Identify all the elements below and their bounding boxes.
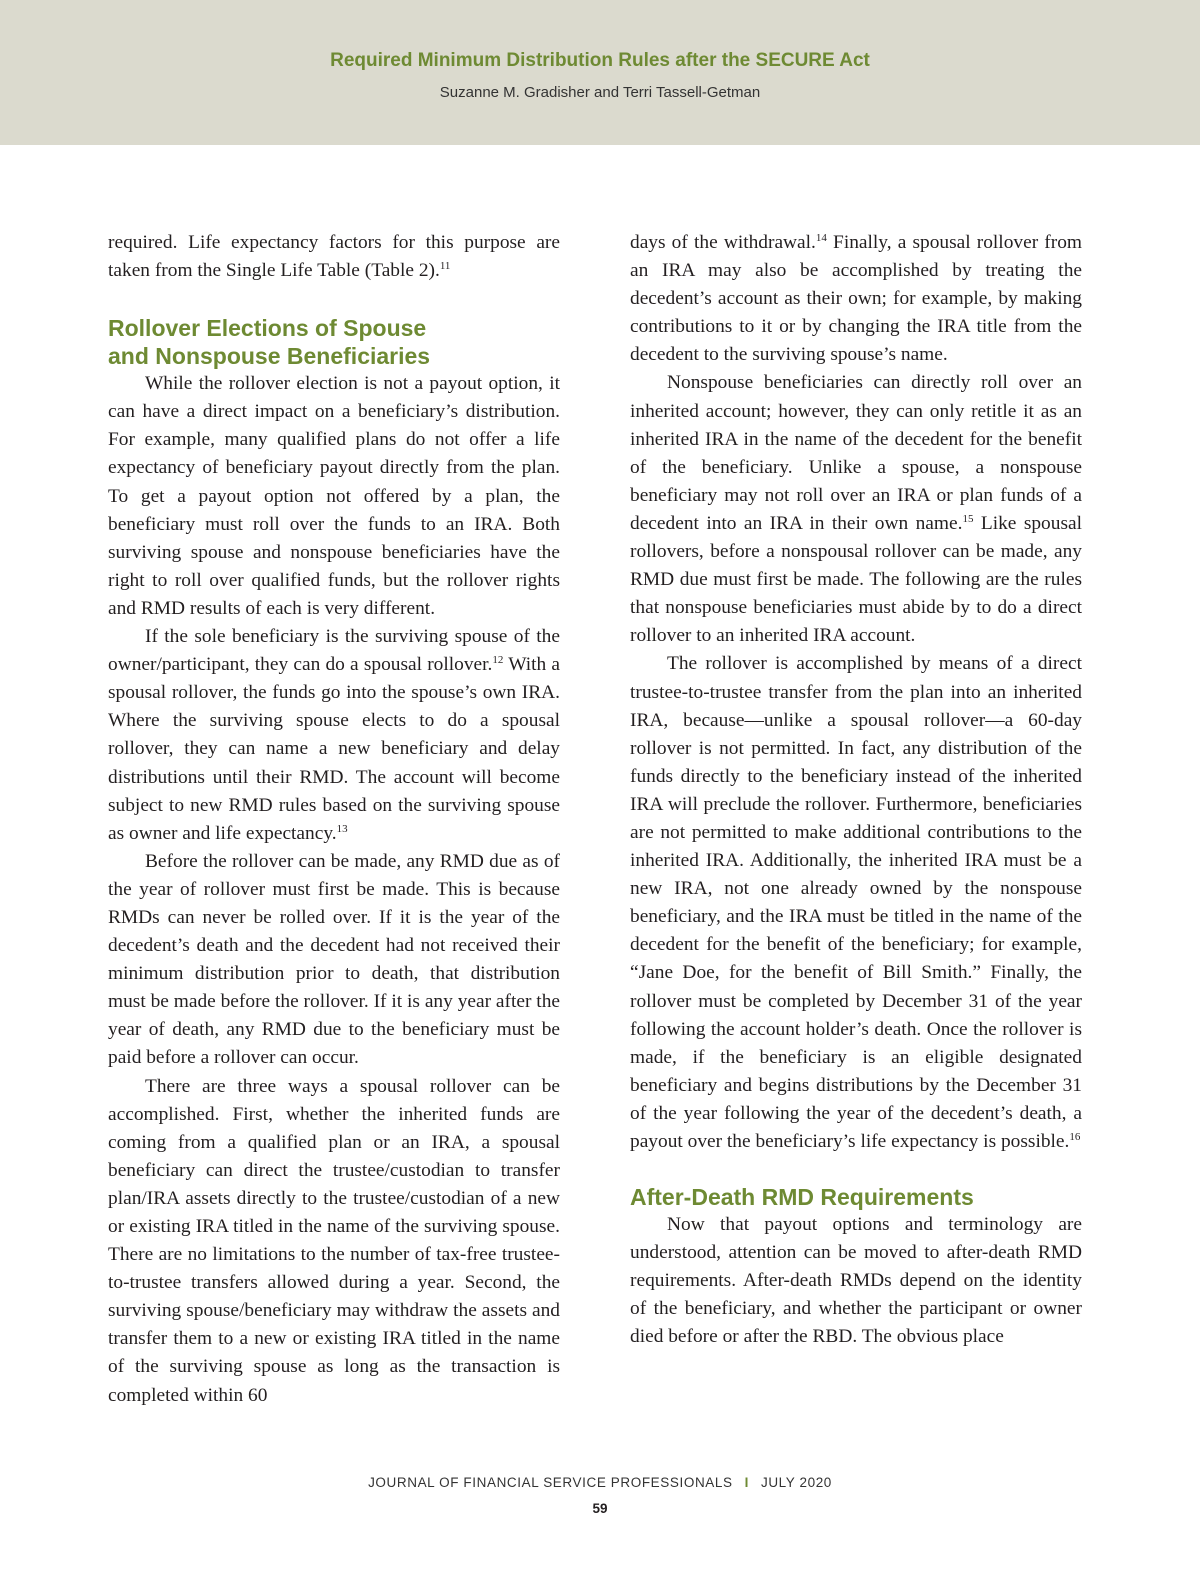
footnote-ref-16[interactable]: 16 — [1069, 1131, 1081, 1143]
footnote-ref-13[interactable]: 13 — [336, 822, 348, 835]
left-column — [108, 229, 560, 1410]
paragraph: Nonspouse beneficiaries can directly roll over an inherited account; however, they can only retitle it as an inherited IRA in the name of the decedent for the benefit of the beneficiary. Unlike a spouse, a nonspouse beneficiary may not roll over an IRA or plan funds of a decedent into an IRA in their own name.$^{15}$ Like spousal rollovers, before a nonspousal rollover can be made, any RMD due must first be made. The following are the rules that nonspouse beneficiaries must abide by to do a direct rollover to an inherited IRA account. — [630, 372, 1082, 647]
section-heading-after-death-rmd: After-Death RMD Requirements — [630, 1184, 974, 1211]
right-column — [630, 229, 1082, 1352]
paragraph: days of the withdrawal.$^{14}$ Finally, a spousal rollover from an IRA may also be accomplished by treating the decedent’s account as their own; for example, by making contributions to it or by changing the IRA title from the decedent to the surviving spouse’s name. — [630, 232, 1082, 366]
footnote-ref-12[interactable]: 12 — [492, 654, 504, 667]
running-footer — [0, 1475, 1200, 1490]
footer-separator: I — [744, 1475, 749, 1490]
paragraph: required. Life expectancy factors for this purpose are taken from the Single Life Table (Table 2).$^{11}$ — [108, 232, 560, 282]
journal-name: JOURNAL OF FINANCIAL SERVICE PROFESSIONALS — [368, 1475, 733, 1490]
section-heading-rollover-elections: Rollover Elections of Spouse and Nonspouse Beneficiaries — [108, 315, 431, 370]
footnote-ref-11[interactable]: 11 — [439, 260, 451, 273]
running-header-authors: Suzanne M. Gradisher and Terri Tassell-Getman — [439, 84, 761, 101]
paragraph: There are three ways a spousal rollover can be accomplished. First, whether the inherited funds are coming from a qualified plan or an IRA, a spousal beneficiary can direct the trustee/custodian to transfer plan/IRA assets directly to the trustee/custodian of a new or existing IRA titled in the name of the surviving spouse. There are no limitations to the number of tax-free trustee-to-trustee transfers allowed during a year. Second, the surviving spouse/beneficiary may withdraw the assets and transfer them to a new or existing IRA titled in the name of the surviving spouse as long as the transaction is completed within 60 — [108, 1075, 560, 1406]
footnote-ref-15[interactable]: 15 — [962, 512, 974, 525]
paragraph: Before the rollover can be made, any RMD due as of the year of rollover must first be made. This is because RMDs can never be rolled over. If it is the year of the decedent’s death and the decedent had not received their minimum distribution prior to death, that distribution must be made before the rollover. If it is any year after the year of death, any RMD due to the beneficiary must be paid before a rollover can occur. — [108, 850, 560, 1069]
footnote-ref-14[interactable]: 14 — [815, 232, 827, 244]
page-number: 59 — [592, 1501, 608, 1516]
issue-date: JULY 2020 — [760, 1475, 832, 1490]
running-header — [0, 0, 1200, 145]
paragraph: The rollover is accomplished by means of a direct trustee-to-trustee transfer from the plan into an inherited IRA, because—unlike a spousal rollover—a 60-day rollover is not permitted. In fact, any distribution of the funds directly to the beneficiary instead of the inherited IRA will preclude the rollover. Furthermore, beneficiaries are not permitted to make additional contributions to the inherited IRA. Additionally, the inherited IRA must be a new IRA, not one already owned by the nonspouse beneficiary, and the IRA must be titled in the name of the decedent for the benefit of the beneficiary; for example, “Jane Doe, for the benefit of Bill Smith.” Finally, the rollover must be completed by December 31 of the year following the account holder’s death. Once the rollover is made, if the beneficiary is an eligible designated beneficiary and begins distributions by the December 31 of the year following the year of the decedent’s death, a payout over the beneficiary’s life expectancy is possible.$^{16}$ — [630, 653, 1082, 1152]
paragraph: Now that payout options and terminology are understood, attention can be moved to after-death RMD requirements. After-death RMDs depend on the identity of the beneficiary, and whether the participant or owner died before or after the RBD. The obvious place — [630, 1214, 1082, 1348]
running-header-title: Required Minimum Distribution Rules after the SECURE Act — [330, 50, 870, 71]
paragraph: While the rollover election is not a payout option, it can have a direct impact on a beneficiary’s distribution. For example, many qualified plans do not offer a life expectancy of beneficiary payout directly from the plan. To get a payout option not offered by a plan, the beneficiary must roll over the funds to an IRA. Both surviving spouse and nonspouse beneficiaries have the right to roll over qualified funds, but the rollover rights and RMD results of each is very different. — [108, 373, 560, 619]
paragraph: If the sole beneficiary is the surviving spouse of the owner/participant, they can do a spousal rollover.$^{12}$ With a spousal rollover, the funds go into the spouse’s own IRA. Where the surviving spouse elects to do a spousal rollover, they can name a new beneficiary and delay distributions until their RMD. The account will become subject to new RMD rules based on the surviving spouse as owner and life expectancy.$^{13}$ — [108, 626, 561, 844]
